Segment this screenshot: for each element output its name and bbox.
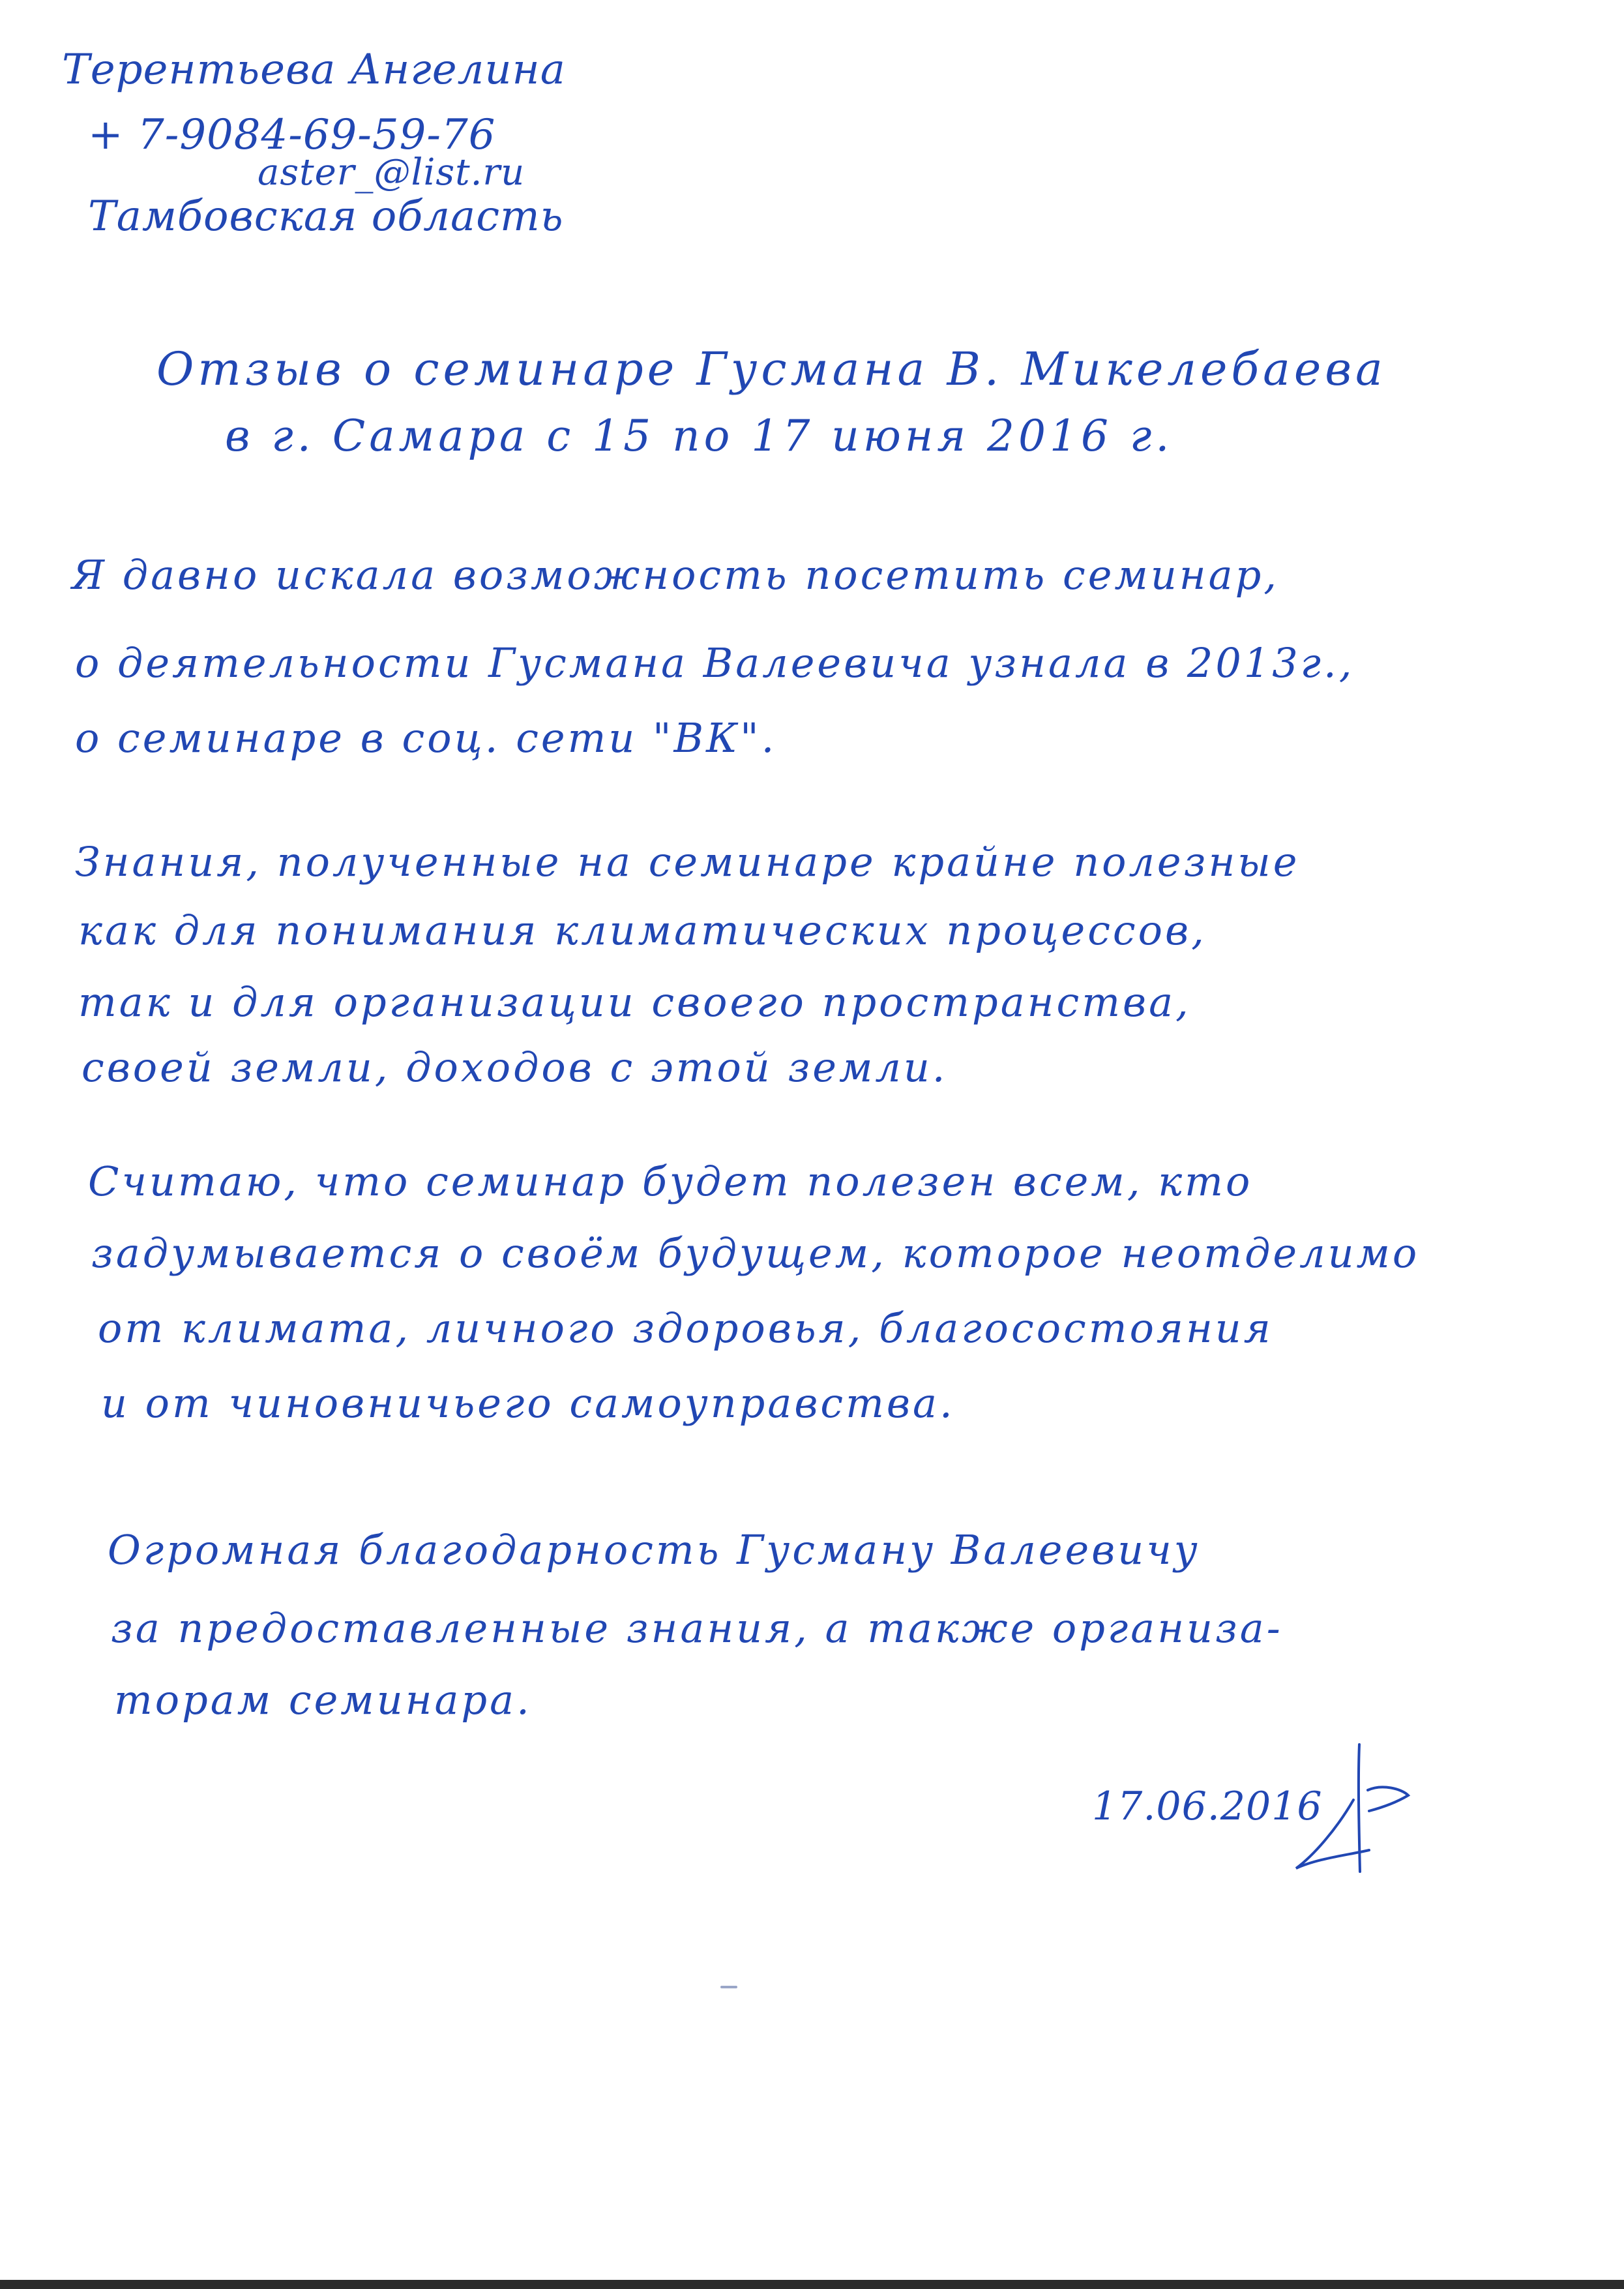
closing-date: 17.06.2016	[1092, 1784, 1323, 1829]
paragraph-line: от климата, личного здоровья, благосостояния	[98, 1304, 1273, 1352]
paragraph-line: своей земли, доходов с этой земли.	[81, 1043, 948, 1091]
title-line-1: Отзыв о семинаре Гусмана В. Микелебаева	[156, 342, 1387, 396]
paragraph-line: и от чиновничьего самоуправства.	[101, 1379, 955, 1427]
paragraph-line: Знания, полученные на семинаре крайне полезные	[75, 838, 1300, 886]
signature-icon	[1291, 1738, 1421, 1888]
scan-edge	[0, 2280, 1624, 2289]
paragraph-line: о семинаре в соц. сети "ВК".	[75, 714, 777, 762]
title-line-2: в г. Самара с 15 по 17 июня 2016 г.	[225, 411, 1174, 461]
paragraph-line: так и для организации своего пространства,	[78, 978, 1191, 1026]
paper-speck	[720, 1986, 737, 1988]
sender-region: Тамбовская область	[88, 192, 564, 241]
paragraph-line: Я давно искала возможность посетить семинар,	[72, 551, 1279, 599]
paragraph-line: за предоставленные знания, а также организа-	[111, 1604, 1283, 1652]
paragraph-line: Огромная благодарность Гусману Валеевичу	[108, 1526, 1200, 1574]
sender-name: Терентьева Ангелина	[62, 46, 566, 94]
paragraph-line: торам семинара.	[114, 1676, 532, 1724]
sender-email: aster_@list.ru	[258, 151, 525, 194]
sender-phone: + 7-9084-69-59-76	[88, 111, 496, 159]
paragraph-line: Считаю, что семинар будет полезен всем, кто	[88, 1158, 1253, 1205]
paragraph-line: о деятельности Гусмана Валеевича узнала в 2013г.,	[75, 639, 1355, 687]
paragraph-line: задумывается о своём будущем, которое неотделимо	[91, 1229, 1420, 1277]
paragraph-line: как для понимания климатических процессов,	[78, 906, 1207, 954]
